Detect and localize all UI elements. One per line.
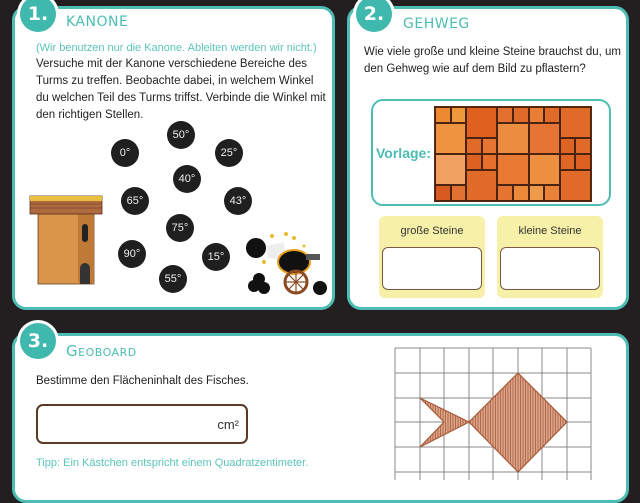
area-input[interactable] (36, 404, 248, 444)
angle-option[interactable]: 50° (167, 121, 195, 149)
angle-option[interactable]: 65° (121, 187, 149, 215)
task-note: (Wir benutzen nur die Kanone. Ableiten werden wir nicht.) (36, 42, 317, 54)
answer-card-large-stones (379, 216, 485, 298)
angle-option[interactable]: 43° (224, 187, 252, 215)
angle-option[interactable]: 55° (159, 265, 187, 293)
angle-option[interactable]: 40° (173, 165, 201, 193)
task-number-badge: 2. (356, 0, 392, 32)
task-number-badge: 3. (20, 323, 56, 359)
pavement-image (434, 106, 592, 202)
unit-label: cm² (217, 417, 239, 432)
template-label: Vorlage: (376, 145, 431, 161)
task-question: Bestimme den Flächeninhalt des Fisches. (36, 375, 249, 387)
angle-option[interactable]: 90° (118, 240, 146, 268)
large-stones-input[interactable] (382, 247, 482, 290)
fish-grid (393, 346, 595, 480)
cannon-image (244, 228, 328, 300)
answer-card-small-stones (497, 216, 603, 298)
task-question: Wie viele große und kleine Steine brauchst du, um den Gehweg wie auf dem Bild zu pflastern? (364, 46, 621, 75)
angle-option[interactable]: 25° (215, 139, 243, 167)
angle-option[interactable]: 15° (202, 243, 230, 271)
task-title: GEHWEG (403, 16, 470, 32)
answer-label: große Steine (400, 225, 464, 237)
tip-text: Tipp: Ein Kästchen entspricht einem Quadratzentimeter. (36, 457, 309, 469)
tower-image (28, 194, 104, 286)
angle-option[interactable]: 75° (166, 214, 194, 242)
task-title: Geoboard (66, 342, 137, 360)
task-title: KANONE (66, 14, 129, 30)
task-number-badge: 1. (20, 0, 56, 32)
answer-label: kleine Steine (518, 225, 582, 237)
fish-body (469, 373, 567, 472)
small-stones-input[interactable] (500, 247, 600, 290)
task-instructions: Versuche mit der Kanone verschiedene Bereiche des Turms zu treffen. Beobachte dabei, in welchem Winkel du welchen Teil des Turms triffst. Verbinde die Winkel mit den richtigen Stellen. (36, 58, 326, 121)
angle-option[interactable]: 0° (111, 139, 139, 167)
